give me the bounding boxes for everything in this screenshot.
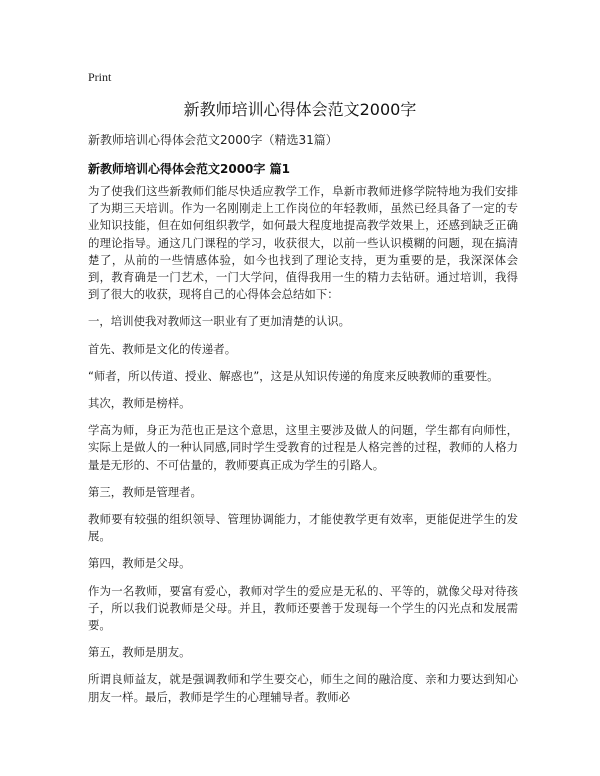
paragraph-fifth-role: 第五，教师是朋友。 <box>88 645 191 660</box>
paragraph-fourth-role: 第四，教师是父母。 <box>88 556 191 571</box>
paragraph-second-role: 其次，教师是榜样。 <box>88 396 191 411</box>
page-title: 新教师培训心得体会范文2000字 <box>183 100 417 119</box>
document-subtitle: 新教师培训心得体会范文2000字（精选31篇） <box>88 133 338 147</box>
paragraph-intro: 为了使我们这些新教师们能尽快适应教学工作，阜新市教师进修学院特地为我们安排了为期三天培训。作为一名刚刚走上工作岗位的年轻教师，虽然已经具备了一定的专业知识技能，但在如何组织教学，如何最大程度地提高教学效果上，还感到缺乏正确的理论指导。通这几门课程的学习，收获很大，以前一些认识模糊的问题，现在搞清楚了，从前的一些情感体验，如今也找到了理论支持，更为重要的是，我深深体会到，教育确是一门艺术，一门大学问，值得我用一生的精力去钻研。通过培训，我得到了很大的收获，现将自己的心得体会总结如下： <box>88 184 518 302</box>
paragraph-quote: “师者，所以传道、授业、解惑也”，这是从知识传递的角度来反映教师的重要性。 <box>88 368 499 383</box>
paragraph-point-one: 一，培训使我对教师这一职业有了更加清楚的认识。 <box>88 314 350 329</box>
paragraph-parent: 作为一名教师，要富有爱心，教师对学生的爱应是无私的、平等的，就像父母对待孩子，所以我们说教师是父母。并且，教师还要善于发现每一个学生的闪光点和发展需要。 <box>88 583 518 633</box>
paragraph-manager: 教师要有较强的组织领导、管理协调能力，才能使教学更有效率，更能促进学生的发展。 <box>88 512 518 544</box>
section-heading: 新教师培训心得体会范文2000字 篇1 <box>88 162 290 176</box>
print-label[interactable]: Print <box>88 70 112 84</box>
article-body <box>88 183 518 716</box>
paragraph-first-role: 首先、教师是文化的传递者。 <box>88 341 237 356</box>
paragraph-friend: 所谓良师益友，就是强调教师和学生要交心，师生之间的融洽度、亲和力要达到知心朋友一样。最后，教师是学生的心理辅导者。教师必 <box>88 672 518 704</box>
paragraph-role-model: 学高为师，身正为范也正是这个意思，这里主要涉及做人的问题，学生都有向师性，实际上是做人的一种认同感,同时学生受教育的过程是人格完善的过程，教师的人格力量是无形的、不可估量的，教师要真正成为学生的引路人。 <box>88 423 518 472</box>
paragraph-third-role: 第三，教师是管理者。 <box>88 484 202 499</box>
